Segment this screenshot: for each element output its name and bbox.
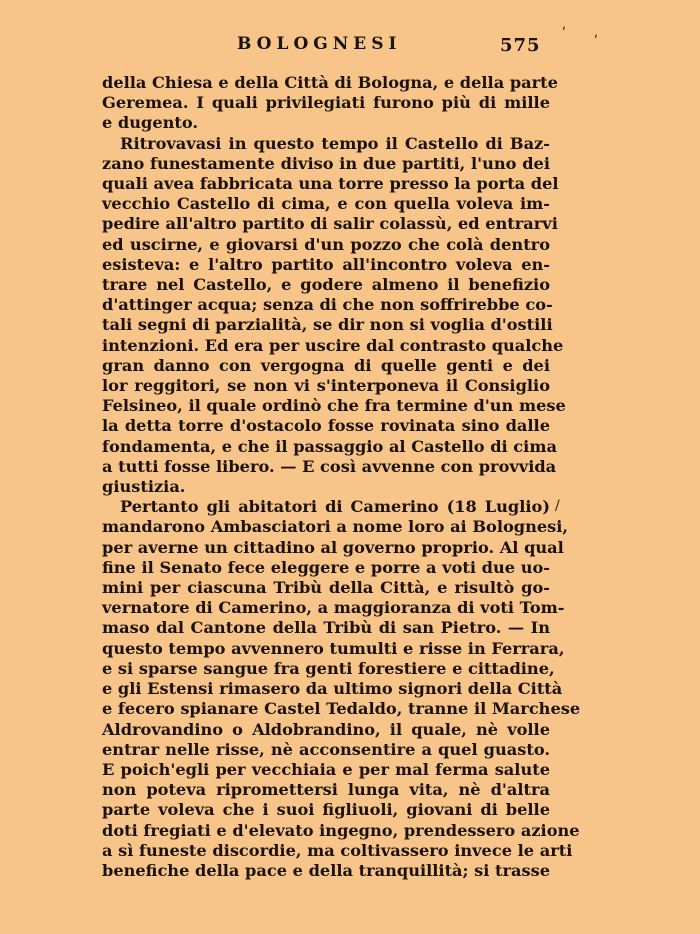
text-line: Ritrovavasi in questo tempo il Castello di Baz- xyxy=(120,133,550,153)
text-line: a sì funeste discordie, ma coltivassero invece le arti xyxy=(102,840,573,860)
text-line: e si sparse sangue fra genti forestiere e cittadine, xyxy=(102,658,555,678)
text-line: esisteva: e l'altro partito all'incontro voleva en- xyxy=(102,254,550,274)
text-line: e gli Estensi rimasero da ultimo signori della Città xyxy=(102,679,563,699)
margin-speck: ʹ xyxy=(594,34,598,50)
text-line: fine il Senato fece eleggere e porre a voti due uo- xyxy=(102,557,550,577)
text-line: lor reggitori, se non vi s'interponeva il Consiglio xyxy=(102,376,550,396)
text-line: tali segni di parzialità, se dir non si voglia d'ostili xyxy=(102,315,553,335)
margin-speck: ʹ xyxy=(562,26,566,42)
text-line: fondamenta, e che il passaggio al Castello di cima xyxy=(102,436,557,456)
text-line: e fecero spianare Castel Tedaldo, tranne il Marchese xyxy=(102,699,581,719)
text-line: Aldrovandino o Aldobrandino, il quale, nè volle xyxy=(102,719,550,739)
margin-speck: / xyxy=(555,498,560,514)
text-line: per averne un cittadino al governo proprio. Al qual xyxy=(102,537,564,557)
text-line: Geremea. I quali privilegiati furono più di mille xyxy=(102,93,550,113)
running-head: BOLOGNESI xyxy=(237,34,402,54)
text-line: trare nel Castello, e godere almeno il benefizio xyxy=(102,275,550,295)
paragraph-1 xyxy=(102,73,558,134)
text-line: non poteva ripromettersi lunga vita, nè d'altra xyxy=(102,780,550,800)
text-line: entrar nelle risse, nè acconsentire a quel guasto. xyxy=(102,739,550,759)
text-line: giustizia. xyxy=(102,477,186,497)
text-line: benefiche della pace e della tranquillità; si trasse xyxy=(102,860,551,880)
text-line: ed uscirne, e giovarsi d'un pozzo che colà dentro xyxy=(102,234,550,254)
text-line: d'attinger acqua; senza di che non soffrirebbe co- xyxy=(102,295,553,315)
text-line: intenzioni. Ed era per uscire dal contrasto qualche xyxy=(102,335,564,355)
text-line: parte voleva che i suoi figliuoli, giovani di belle xyxy=(102,800,550,820)
text-line: doti fregiati e d'elevato ingegno, prendessero azione xyxy=(102,820,580,840)
text-line: mini per ciascuna Tribù della Città, e risultò go- xyxy=(102,578,550,598)
text-line: quali avea fabbricata una torre presso la porta del xyxy=(102,174,559,194)
text-line: questo tempo avvennero tumulti e risse in Ferrara, xyxy=(102,638,565,658)
text-line: vernatore di Camerino, a maggioranza di voti Tom- xyxy=(102,598,565,618)
text-line: Felsineo, il quale ordinò che fra termine d'un mese xyxy=(102,396,566,416)
page-number: 575 xyxy=(500,35,541,56)
text-line: vecchio Castello di cima, e con quella voleva im- xyxy=(102,194,550,214)
text-line: la detta torre d'ostacolo fosse rovinata sino dalle xyxy=(102,416,550,436)
text-line: mandarono Ambasciatori a nome loro ai Bolognesi, xyxy=(102,517,569,537)
text-line: e dugento. xyxy=(102,113,199,133)
text-line: della Chiesa e della Città di Bologna, e della parte xyxy=(102,73,558,92)
text-line: maso dal Cantone della Tribù di san Pietro. — In xyxy=(102,618,550,638)
text-line: Pertanto gli abitatori di Camerino (18 Luglio) xyxy=(120,497,550,517)
text-line: gran danno con vergogna di quelle genti e dei xyxy=(102,355,550,375)
text-line: a tutti fosse libero. — E così avvenne con provvida xyxy=(102,456,557,476)
text-line: E poich'egli per vecchiaia e per mal ferma salute xyxy=(102,759,550,779)
body-text xyxy=(102,73,581,881)
text-line: zano funestamente diviso in due partiti, l'uno dei xyxy=(102,153,550,173)
paragraph-3 xyxy=(102,497,581,881)
text-line: pedire all'altro partito di salir colassù, ed entrarvi xyxy=(102,214,558,234)
paragraph-2 xyxy=(102,133,566,498)
